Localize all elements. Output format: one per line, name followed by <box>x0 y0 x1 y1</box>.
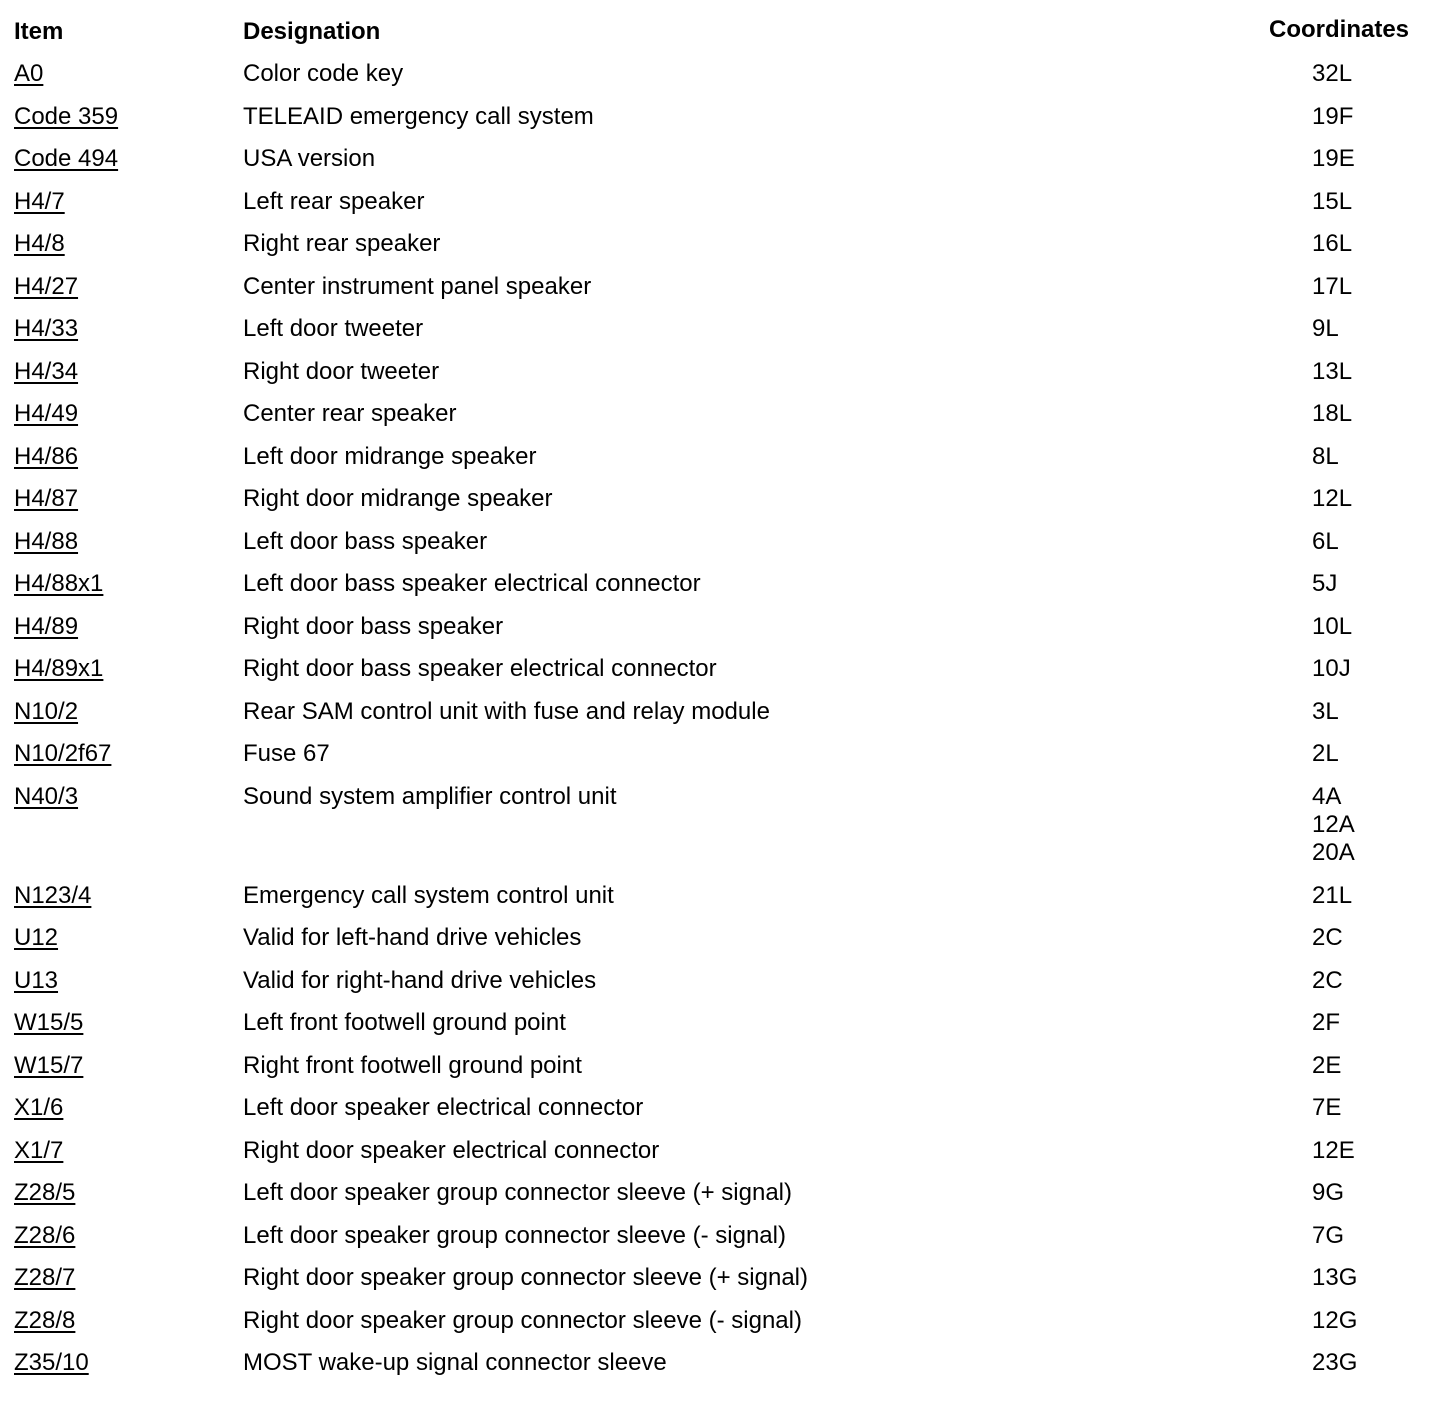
item-designation: Left door speaker group connector sleeve (- signal) <box>243 1221 786 1249</box>
item-link[interactable]: H4/34 <box>14 357 79 385</box>
item-coordinates <box>1312 1264 1357 1292</box>
item-designation: Right door speaker electrical connector <box>243 1136 660 1164</box>
coordinate-value: 5J <box>1312 570 1338 597</box>
item-link[interactable]: N40/3 <box>14 782 79 810</box>
coordinate-value: 3L <box>1312 697 1339 725</box>
item-link[interactable]: N123/4 <box>14 881 92 909</box>
coordinate-value: 17L <box>1312 272 1353 300</box>
table-row <box>0 654 1456 697</box>
item-designation: Color code key <box>243 60 404 87</box>
item-designation: Right door tweeter <box>243 357 440 385</box>
item-designation: Left rear speaker <box>243 187 425 215</box>
table-row <box>0 1348 1456 1391</box>
item-coordinates <box>1312 400 1352 428</box>
coordinate-value: 12G <box>1312 1306 1358 1334</box>
table-row <box>0 1306 1456 1349</box>
item-coordinates <box>1312 570 1337 598</box>
item-designation: Left front footwell ground point <box>243 1009 566 1036</box>
table-row <box>0 144 1456 187</box>
item-designation: Right door bass speaker <box>243 612 504 640</box>
coordinate-value: 12A <box>1312 810 1355 838</box>
column-header-item: Item <box>14 18 64 45</box>
item-coordinates <box>1312 783 1355 867</box>
table-row <box>0 782 1456 881</box>
table-header <box>0 0 1456 60</box>
coordinate-value: 32L <box>1312 60 1353 87</box>
item-designation: Rear SAM control unit with fuse and relay module <box>243 697 770 725</box>
table-row <box>0 229 1456 272</box>
item-designation: Center rear speaker <box>243 400 457 427</box>
coordinate-value: 10J <box>1312 655 1351 682</box>
coordinate-value: 4A <box>1312 782 1342 810</box>
item-coordinates <box>1312 1222 1344 1250</box>
item-coordinates <box>1312 443 1339 471</box>
item-coordinates <box>1312 924 1343 952</box>
item-designation: Valid for right-hand drive vehicles <box>243 966 597 994</box>
column-header-coordinates: Coordinates <box>1269 16 1410 43</box>
table-row <box>0 923 1456 966</box>
table-row <box>0 569 1456 612</box>
table-row <box>0 697 1456 740</box>
item-designation: Right door midrange speaker <box>243 485 553 512</box>
item-link[interactable]: Z28/7 <box>14 1264 76 1291</box>
item-link[interactable]: Z28/6 <box>14 1221 76 1249</box>
coordinate-value: 7G <box>1312 1221 1345 1249</box>
item-coordinates <box>1312 1137 1355 1165</box>
item-designation: Valid for left-hand drive vehicles <box>243 924 582 951</box>
item-coordinates <box>1312 1094 1341 1122</box>
item-coordinates <box>1312 188 1352 216</box>
table-row <box>0 739 1456 782</box>
item-coordinates <box>1312 1179 1344 1207</box>
item-link[interactable]: Code 359 <box>14 102 119 130</box>
item-designation: Left door tweeter <box>243 315 424 342</box>
item-designation: Right door speaker group connector sleeve (+ signal) <box>243 1264 808 1291</box>
coordinate-value: 2E <box>1312 1051 1342 1079</box>
item-link[interactable]: U13 <box>14 966 59 994</box>
coordinate-value: 18L <box>1312 400 1353 427</box>
table-row <box>0 1093 1456 1136</box>
item-coordinates <box>1312 655 1351 683</box>
coordinate-value: 21L <box>1312 881 1353 909</box>
item-coordinates <box>1312 315 1339 343</box>
item-link[interactable]: H4/86 <box>14 442 79 470</box>
item-coordinates <box>1312 145 1355 173</box>
table-row <box>0 1008 1456 1051</box>
item-coordinates <box>1312 967 1343 995</box>
item-link[interactable]: W15/7 <box>14 1051 84 1079</box>
coordinate-value: 7E <box>1312 1094 1342 1121</box>
coordinate-value: 19F <box>1312 102 1354 130</box>
item-coordinates <box>1312 230 1352 258</box>
coordinate-value: 8L <box>1312 442 1339 470</box>
item-designation: Left door speaker group connector sleeve (+ signal) <box>243 1179 792 1206</box>
item-coordinates <box>1312 528 1339 556</box>
table-row <box>0 527 1456 570</box>
table-row <box>0 187 1456 230</box>
table-row <box>0 272 1456 315</box>
item-coordinates <box>1312 740 1339 768</box>
item-designation: MOST wake-up signal connector sleeve <box>243 1349 667 1376</box>
table-row <box>0 881 1456 924</box>
table-row <box>0 1051 1456 1094</box>
item-link[interactable]: H4/89 <box>14 612 79 640</box>
item-designation: Right door speaker group connector sleeve (- signal) <box>243 1306 802 1334</box>
table-row <box>0 399 1456 442</box>
item-coordinates <box>1312 882 1352 910</box>
coordinate-value: 23G <box>1312 1349 1358 1376</box>
coordinate-value: 13L <box>1312 357 1353 385</box>
item-coordinates <box>1312 485 1352 513</box>
item-coordinates <box>1312 1349 1357 1377</box>
item-link[interactable]: Code 494 <box>14 145 119 172</box>
table-row <box>0 1263 1456 1306</box>
table-row <box>0 484 1456 527</box>
coordinate-value: 6L <box>1312 527 1339 555</box>
item-designation: TELEAID emergency call system <box>243 102 594 130</box>
column-header-designation: Designation <box>243 18 381 45</box>
item-designation: USA version <box>243 145 376 172</box>
item-link[interactable]: H4/87 <box>14 485 79 512</box>
item-link[interactable]: Z35/10 <box>14 1349 89 1376</box>
table-row <box>0 357 1456 400</box>
item-coordinates <box>1312 358 1352 386</box>
table-row <box>0 59 1456 102</box>
item-designation: Left door speaker electrical connector <box>243 1094 644 1121</box>
coordinate-value: 13G <box>1312 1264 1358 1291</box>
coordinate-value: 2C <box>1312 924 1343 951</box>
item-link[interactable]: H4/8 <box>14 230 65 257</box>
item-designation: Sound system amplifier control unit <box>243 782 617 810</box>
item-designation: Emergency call system control unit <box>243 881 614 909</box>
item-coordinates <box>1312 1009 1340 1037</box>
table-row <box>0 102 1456 145</box>
item-designation: Left door midrange speaker <box>243 442 537 470</box>
item-designation: Left door bass speaker electrical connector <box>243 570 701 597</box>
coordinate-value: 12E <box>1312 1136 1355 1164</box>
coordinate-value: 9L <box>1312 315 1339 342</box>
item-link[interactable]: H4/7 <box>14 187 65 215</box>
coordinate-value: 10L <box>1312 612 1353 640</box>
item-coordinates <box>1312 613 1352 641</box>
item-link[interactable]: U12 <box>14 924 59 951</box>
item-link[interactable]: H4/88 <box>14 527 79 555</box>
table-row <box>0 612 1456 655</box>
coordinate-value: 2L <box>1312 740 1339 767</box>
table-row <box>0 1221 1456 1264</box>
item-designation: Right rear speaker <box>243 230 441 257</box>
item-coordinates <box>1312 1307 1357 1335</box>
item-link[interactable]: H4/33 <box>14 315 79 342</box>
table-row <box>0 1136 1456 1179</box>
item-link[interactable]: H4/89x1 <box>14 655 104 682</box>
item-designation: Left door bass speaker <box>243 527 488 555</box>
coordinate-value: 15L <box>1312 187 1353 215</box>
coordinate-value: 2C <box>1312 966 1343 994</box>
item-designation: Right front footwell ground point <box>243 1051 582 1079</box>
table-row <box>0 442 1456 485</box>
item-coordinates <box>1312 103 1353 131</box>
item-link[interactable]: H4/49 <box>14 400 79 427</box>
item-designation: Fuse 67 <box>243 740 330 767</box>
table-row <box>0 966 1456 1009</box>
coordinate-value: 20A <box>1312 838 1355 866</box>
item-link[interactable]: Z28/8 <box>14 1306 76 1334</box>
item-coordinates <box>1312 273 1352 301</box>
item-coordinates <box>1312 1052 1341 1080</box>
item-coordinates <box>1312 60 1352 88</box>
coordinate-value: 16L <box>1312 230 1353 257</box>
item-link[interactable]: A0 <box>14 60 44 87</box>
coordinate-value: 9G <box>1312 1179 1345 1206</box>
item-link[interactable]: H4/88x1 <box>14 570 104 597</box>
item-designation: Center instrument panel speaker <box>243 272 592 300</box>
item-link[interactable]: X1/6 <box>14 1094 64 1121</box>
legend-table-body <box>0 59 1456 1391</box>
item-link[interactable]: H4/27 <box>14 272 79 300</box>
item-link[interactable]: N10/2 <box>14 697 79 725</box>
coordinate-value: 2F <box>1312 1009 1341 1036</box>
item-link[interactable]: W15/5 <box>14 1009 84 1036</box>
table-row <box>0 1178 1456 1221</box>
coordinate-value: 19E <box>1312 145 1355 172</box>
item-coordinates <box>1312 698 1339 726</box>
item-link[interactable]: X1/7 <box>14 1136 64 1164</box>
item-designation: Right door bass speaker electrical connector <box>243 655 717 682</box>
table-row <box>0 314 1456 357</box>
item-link[interactable]: Z28/5 <box>14 1179 76 1206</box>
coordinate-value: 12L <box>1312 485 1353 512</box>
item-link[interactable]: N10/2f67 <box>14 740 112 767</box>
